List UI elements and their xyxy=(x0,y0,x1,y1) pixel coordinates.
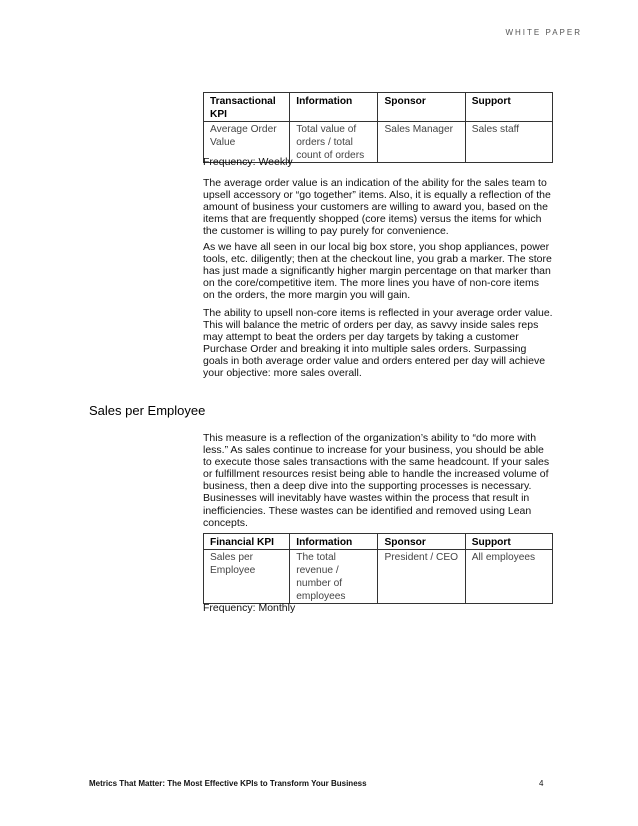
table-cell: Sales Manager xyxy=(378,122,465,163)
table-header-cell: Information xyxy=(290,93,378,122)
table-cell: Total value of orders / total count of orders xyxy=(290,122,378,163)
transactional-kpi-table xyxy=(203,92,553,163)
table-header-cell: Sponsor xyxy=(378,93,465,122)
document-header-label: WHITE PAPER xyxy=(505,28,582,37)
table-header-row xyxy=(204,93,553,122)
table-cell: The total revenue / number of employees xyxy=(290,550,378,604)
table-header-cell: Financial KPI xyxy=(204,534,290,550)
table-header-cell: Transactional KPI xyxy=(204,93,290,122)
table-cell: Average Order Value xyxy=(204,122,290,163)
section-title: Sales per Employee xyxy=(89,403,206,418)
footer-document-title: Metrics That Matter: The Most Effective KPIs to Transform Your Business xyxy=(89,779,367,788)
body-paragraph: As we have all seen in our local big box store, you shop appliances, power tools, etc. diligently; then at the checkout line, you grab a marker. The store has just made a significantly higher margin percentage on that marker than on the core/competitive item. The more lines you have of non-core items on the orders, the more margin you will gain. xyxy=(203,241,552,302)
table-cell: President / CEO xyxy=(378,550,465,604)
body-paragraph: This measure is a reflection of the organization’s ability to “do more with less.” As sales continue to increase for your business, you should be able to execute those sales transactions with the same headcount. If your sales or fulfillment resources resist being able to handle the increased volume of business, then a deep dive into the supporting processes is necessary. Businesses will inevitably have wastes within the process that result in inefficiencies. These wastes can be identified and removed using Lean concepts. xyxy=(203,432,550,529)
table-header-row xyxy=(204,534,553,550)
financial-kpi-table xyxy=(203,533,553,604)
table-header-cell: Information xyxy=(290,534,378,550)
body-paragraph: The average order value is an indication of the ability for the sales team to upsell accessory or “go together” items. Also, it is equally a reflection of the amount of business your customers are willing to award you, based on the items that are frequently shopped (core items) versus the items for which the customer is willing to pay purely for convenience. xyxy=(203,177,551,238)
frequency-monthly: Frequency: Monthly xyxy=(203,602,296,614)
table-cell: Sales staff xyxy=(465,122,552,163)
frequency-weekly: Frequency: Weekly xyxy=(203,156,293,168)
table-header-cell: Sponsor xyxy=(378,534,465,550)
table-header-cell: Support xyxy=(465,534,552,550)
table-header-cell: Support xyxy=(465,93,552,122)
table-cell: Sales per Employee xyxy=(204,550,290,604)
table-row xyxy=(204,550,553,604)
body-paragraph: The ability to upsell non-core items is reflected in your average order value. This will balance the metric of orders per day, as savvy inside sales reps may attempt to beat the orders per day targets by taking a customer Purchase Order and breaking it into multiple sales orders. Surpassing goals in both average order value and orders entered per day will achieve your objective: more sales overall. xyxy=(203,307,553,380)
page-number: 4 xyxy=(539,779,544,788)
table-cell: All employees xyxy=(465,550,552,604)
